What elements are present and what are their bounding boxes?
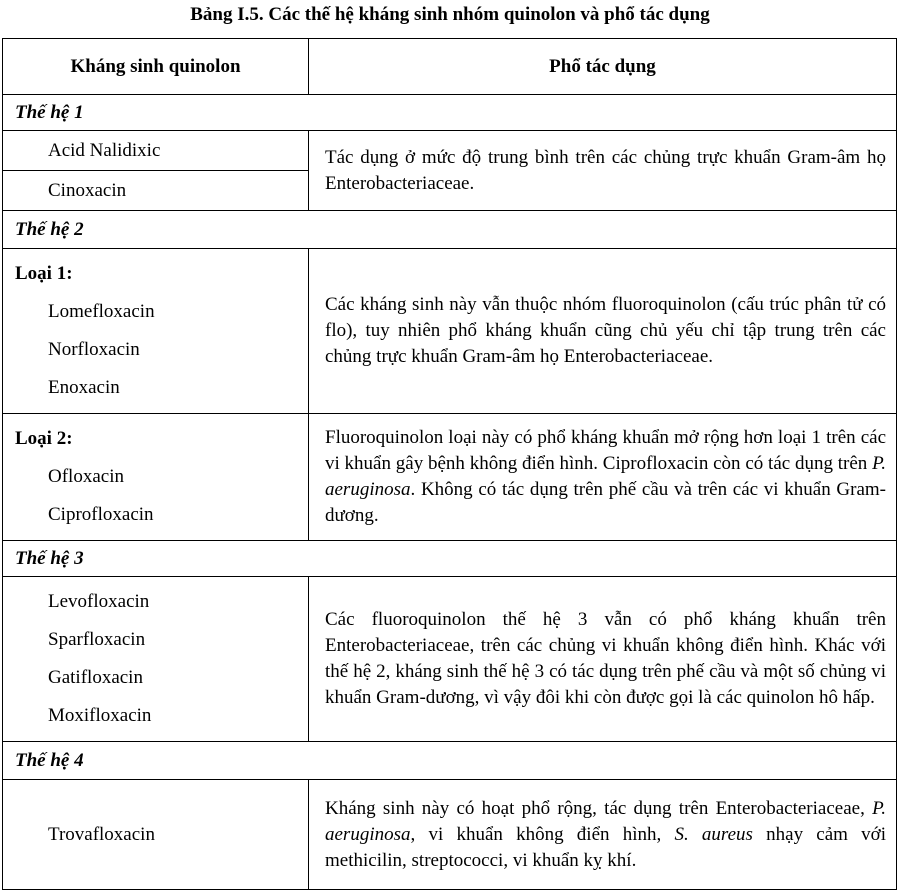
spectrum-text: . Không có tác dụng trên phế cầu và trên các vi khuẩn Gram-dương. (325, 479, 886, 526)
spectrum-gen1: Tác dụng ở mức độ trung bình trên các chủng trực khuẩn Gram-âm họ Enterobacteriaceae. (309, 131, 897, 211)
spectrum-text: nhạy cảm với methicilin, streptococci, vi khuẩn kỵ khí. (325, 823, 886, 871)
spectrum-text: Fluoroquinolon loại này có phổ kháng khuẩn mở rộng hơn loại 1 trên các vi khuẩn gây bệnh không điển hình. Ciprofloxacin còn có tác dụng trên (325, 427, 886, 474)
drug-name: Lomefloxacin (48, 301, 155, 322)
drug-name: Levofloxacin (48, 591, 150, 612)
species-name: S. aureus (674, 823, 753, 845)
generation-2-title: Thế hệ 2 (3, 211, 897, 249)
group-row-gen4 (3, 742, 897, 780)
type-label: Loại 1: (15, 263, 73, 284)
drug-name: Sparfloxacin (48, 629, 146, 650)
gen2-type1-cell (3, 249, 309, 414)
generation-3-title: Thế hệ 3 (3, 541, 897, 577)
table-row (3, 414, 897, 541)
quinolone-table (2, 38, 897, 890)
gen2-type2-cell (3, 414, 309, 541)
spectrum-gen2-type1: Các kháng sinh này vẫn thuộc nhóm fluoroquinolon (cấu trúc phân tử có flo), tuy nhiên phổ kháng khuẩn cũng chủ yếu chỉ tập trung trên các chủng trực khuẩn Gram-âm họ Enterobacteriaceae. (309, 249, 897, 414)
drug-name: Norfloxacin (48, 339, 140, 360)
spectrum-gen4 (309, 780, 897, 890)
table-row (3, 577, 897, 742)
group-row-gen3 (3, 541, 897, 577)
table-caption: Bảng I.5. Các thế hệ kháng sinh nhóm quinolon và phổ tác dụng (190, 4, 710, 25)
header-spectrum: Phổ tác dụng (309, 39, 897, 95)
spectrum-gen2-type2 (309, 414, 897, 541)
spectrum-text: , vi khuẩn không điển hình, (410, 823, 675, 845)
table-row (3, 249, 897, 414)
species-name: P. aeruginosa (325, 453, 886, 500)
gen3-drugs-cell (3, 577, 309, 742)
drug-name: Acid Nalidixic (3, 131, 309, 171)
header-row (3, 39, 897, 95)
type-label: Loại 2: (15, 428, 73, 449)
group-row-gen2 (3, 211, 897, 249)
drug-name: Ciprofloxacin (48, 504, 154, 525)
drug-name: Gatifloxacin (48, 667, 143, 688)
drug-name: Trovafloxacin (3, 780, 309, 890)
table-row (3, 780, 897, 890)
drug-name: Cinoxacin (3, 171, 309, 211)
drug-name: Ofloxacin (48, 466, 124, 487)
drug-name: Moxifloxacin (48, 705, 152, 726)
header-antibiotic: Kháng sinh quinolon (3, 39, 309, 95)
spectrum-gen3: Các fluoroquinolon thế hệ 3 vẫn có phổ kháng khuẩn trên Enterobacteriaceae, trên các chủng vi khuẩn không điển hình. Khác với thế hệ 2, kháng sinh thế hệ 3 có tác dụng trên phế cầu và một số chủng vi khuẩn Gram-dương, vì vậy đôi khi còn được gọi là các quinolon hô hấp. (309, 577, 897, 742)
drug-name: Enoxacin (48, 377, 120, 398)
generation-4-title: Thế hệ 4 (3, 742, 897, 780)
species-name: P. aeruginosa (325, 797, 886, 845)
generation-1-title: Thế hệ 1 (3, 95, 897, 131)
spectrum-text: Kháng sinh này có hoạt phổ rộng, tác dụng trên Enterobacteriaceae, (325, 797, 873, 819)
table-row (3, 131, 897, 171)
group-row-gen1 (3, 95, 897, 131)
